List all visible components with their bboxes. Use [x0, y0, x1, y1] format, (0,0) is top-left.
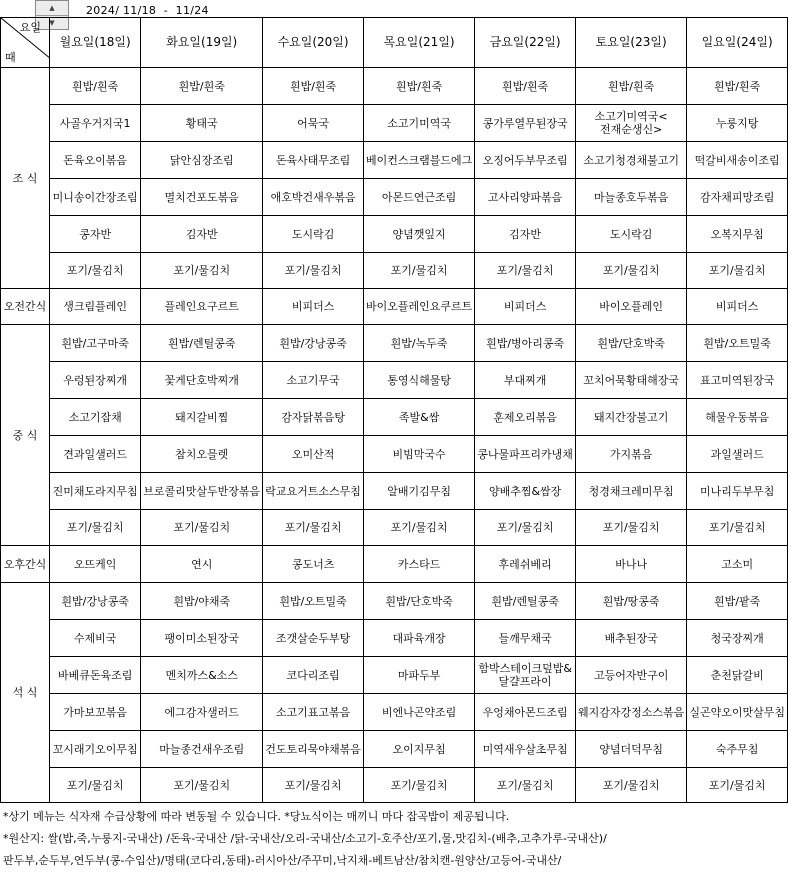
menu-cell: 우엉채아몬드조림 — [475, 694, 576, 731]
menu-cell: 실곤약오이맛살무침 — [687, 694, 788, 731]
menu-cell: 청경채크레미무침 — [576, 473, 687, 510]
menu-cell: 족발&쌈 — [363, 399, 474, 436]
spin-down-icon[interactable]: ▼ — [49, 19, 55, 27]
menu-row — [1, 694, 788, 731]
menu-cell: 흰밥/병아리콩죽 — [475, 325, 576, 362]
day-header: 수요일(20일) — [263, 18, 364, 68]
menu-cell: 김자반 — [141, 216, 263, 253]
menu-cell: 어묵국 — [263, 105, 364, 142]
menu-cell: 포기/물김치 — [141, 253, 263, 289]
menu-cell: 비피더스 — [475, 289, 576, 325]
menu-cell: 포기/물김치 — [363, 510, 474, 546]
menu-cell: 오징어두부무조림 — [475, 142, 576, 179]
menu-cell: 흰밥/흰죽 — [576, 68, 687, 105]
menu-cell: 포기/물김치 — [475, 253, 576, 289]
header-row — [1, 18, 788, 68]
menu-cell: 춘천닭갈비 — [687, 657, 788, 694]
menu-cell: 고사리양파볶음 — [475, 179, 576, 216]
weekday-corner-label: 요일 — [19, 21, 41, 34]
menu-cell: 돈육오이볶음 — [49, 142, 140, 179]
menu-cell: 돼지갈비찜 — [141, 399, 263, 436]
menu-cell: 포기/물김치 — [141, 510, 263, 546]
day-header: 토요일(23일) — [576, 18, 687, 68]
menu-row — [1, 731, 788, 768]
menu-row — [1, 510, 788, 546]
menu-row — [1, 768, 788, 803]
menu-row — [1, 105, 788, 142]
menu-cell: 소고기청경채불고기 — [576, 142, 687, 179]
menu-cell: 흰밥/렌틸콩죽 — [141, 325, 263, 362]
meal-corner-label: 때 — [5, 51, 16, 64]
menu-cell: 가마보꼬볶음 — [49, 694, 140, 731]
menu-cell: 락교요거트소스무침 — [263, 473, 364, 510]
menu-cell: 바베큐돈육조림 — [49, 657, 140, 694]
menu-cell: 감자채피망조림 — [687, 179, 788, 216]
menu-cell: 도시락김 — [263, 216, 364, 253]
menu-row — [1, 179, 788, 216]
menu-cell: 김자반 — [475, 216, 576, 253]
menu-cell: 함박스테이크덮밥&달걀프라이 — [475, 657, 576, 694]
menu-row — [1, 436, 788, 473]
menu-cell: 플레인요구르트 — [141, 289, 263, 325]
menu-cell: 도시락김 — [576, 216, 687, 253]
menu-row — [1, 546, 788, 583]
menu-cell: 흰밥/흰죽 — [141, 68, 263, 105]
menu-cell: 애호박건새우볶음 — [263, 179, 364, 216]
menu-cell: 흰밥/강낭콩죽 — [263, 325, 364, 362]
menu-cell: 카스타드 — [363, 546, 474, 583]
meal-label-afternoon-snack: 오후간식 — [1, 546, 50, 583]
menu-cell: 과일샐러드 — [687, 436, 788, 473]
menu-cell: 마파두부 — [363, 657, 474, 694]
menu-cell: 숙주무침 — [687, 731, 788, 768]
menu-row — [1, 289, 788, 325]
menu-cell: 포기/물김치 — [576, 253, 687, 289]
menu-cell: 우렁된장찌개 — [49, 362, 140, 399]
menu-cell: 흰밥/흰죽 — [363, 68, 474, 105]
menu-row — [1, 583, 788, 620]
menu-cell: 흰밥/고구마죽 — [49, 325, 140, 362]
menu-cell: 포기/물김치 — [263, 253, 364, 289]
menu-cell: 감자닭볶음탕 — [263, 399, 364, 436]
menu-cell: 흰밥/강낭콩죽 — [49, 583, 140, 620]
menu-cell: 흰밥/팥죽 — [687, 583, 788, 620]
menu-cell: 포기/물김치 — [576, 510, 687, 546]
menu-cell: 견과일샐러드 — [49, 436, 140, 473]
menu-cell: 흰밥/단호박죽 — [576, 325, 687, 362]
menu-cell: 건도토리묵야채볶음 — [263, 731, 364, 768]
menu-cell: 포기/물김치 — [687, 253, 788, 289]
menu-cell: 꼬시래기오이무침 — [49, 731, 140, 768]
menu-cell: 바나나 — [576, 546, 687, 583]
menu-cell: 포기/물김치 — [475, 510, 576, 546]
menu-cell: 황태국 — [141, 105, 263, 142]
menu-cell: 웨지감자강정소스볶음 — [576, 694, 687, 731]
menu-cell: 진미채도라지무침 — [49, 473, 140, 510]
menu-cell: 흰밥/야채죽 — [141, 583, 263, 620]
menu-cell: 떡갈비새송이조림 — [687, 142, 788, 179]
menu-cell: 콩도너츠 — [263, 546, 364, 583]
spin-up-icon[interactable]: ▲ — [36, 1, 68, 16]
menu-cell: 양념깻잎지 — [363, 216, 474, 253]
meal-label-morning-snack: 오전간식 — [1, 289, 50, 325]
menu-cell: 비엔나곤약조림 — [363, 694, 474, 731]
menu-cell: 바이오플레인요쿠르트 — [363, 289, 474, 325]
menu-cell: 멘치까스&소스 — [141, 657, 263, 694]
menu-cell: 팽이미소된장국 — [141, 620, 263, 657]
menu-cell: 양배추찜&쌈장 — [475, 473, 576, 510]
menu-cell: 청국장찌개 — [687, 620, 788, 657]
menu-cell: 누룽지탕 — [687, 105, 788, 142]
menu-cell: 에그감자샐러드 — [141, 694, 263, 731]
menu-cell: 소고기무국 — [263, 362, 364, 399]
menu-cell: 포기/물김치 — [141, 768, 263, 803]
menu-cell: 미나리두부무침 — [687, 473, 788, 510]
day-header: 화요일(19일) — [141, 18, 263, 68]
menu-cell: 콩자반 — [49, 216, 140, 253]
note-line: *원산지: 쌀(밥,죽,누룽지-국내산) /돈육-국내산 /닭-국내산/오리-국내산/소고기-호주산/포기,물,맛김치-(배추,고추가루-국내산)/ — [3, 832, 607, 845]
note-line: *상기 메뉴는 식자재 수급상황에 따라 변동될 수 있습니다. *당뇨식이는 매끼니 마다 잡곡밥이 제공됩니다. — [3, 810, 510, 823]
menu-cell: 오미산적 — [263, 436, 364, 473]
menu-cell: 흰밥/흰죽 — [475, 68, 576, 105]
menu-row — [1, 473, 788, 510]
menu-cell: 포기/물김치 — [49, 510, 140, 546]
menu-cell: 흰밥/오트밀죽 — [687, 325, 788, 362]
menu-cell: 콩가루열무된장국 — [475, 105, 576, 142]
menu-cell: 부대찌개 — [475, 362, 576, 399]
menu-row — [1, 620, 788, 657]
menu-cell: 콩나물파프리카냉채 — [475, 436, 576, 473]
menu-cell: 브로콜리맛살두반장볶음 — [141, 473, 263, 510]
menu-cell: 오이지무침 — [363, 731, 474, 768]
menu-row — [1, 142, 788, 179]
day-header: 월요일(18일) — [49, 18, 140, 68]
menu-cell: 마늘종호두볶음 — [576, 179, 687, 216]
meal-label-dinner: 석 식 — [1, 583, 50, 803]
menu-cell: 배추된장국 — [576, 620, 687, 657]
menu-cell: 통영식해물탕 — [363, 362, 474, 399]
menu-cell: 아몬드연근조림 — [363, 179, 474, 216]
day-header: 일요일(24일) — [687, 18, 788, 68]
menu-cell: 참치오믈렛 — [141, 436, 263, 473]
menu-cell: 소고기미역국 — [363, 105, 474, 142]
menu-cell: 포기/물김치 — [363, 768, 474, 803]
menu-cell: 꼬치어묵황태해장국 — [576, 362, 687, 399]
menu-cell: 흰밥/흰죽 — [263, 68, 364, 105]
menu-cell: 포기/물김치 — [687, 768, 788, 803]
corner-cell — [1, 18, 50, 68]
menu-cell: 소고기잡채 — [49, 399, 140, 436]
menu-row — [1, 325, 788, 362]
menu-cell: 오뜨케익 — [49, 546, 140, 583]
menu-cell: 표고미역된장국 — [687, 362, 788, 399]
menu-cell: 소고기표고볶음 — [263, 694, 364, 731]
menu-cell: 포기/물김치 — [263, 510, 364, 546]
menu-cell: 비피더스 — [263, 289, 364, 325]
menu-cell: 흰밥/단호박죽 — [363, 583, 474, 620]
menu-cell: 비피더스 — [687, 289, 788, 325]
menu-cell: 베이컨스크램블드에그 — [363, 142, 474, 179]
menu-cell: 비빔막국수 — [363, 436, 474, 473]
menu-row — [1, 68, 788, 105]
menu-cell: 후레쉬베리 — [475, 546, 576, 583]
menu-cell: 미역새우살초무침 — [475, 731, 576, 768]
menu-cell: 코다리조림 — [263, 657, 364, 694]
menu-row — [1, 253, 788, 289]
menu-cell: 멸치건포도볶음 — [141, 179, 263, 216]
menu-cell: 흰밥/흰죽 — [49, 68, 140, 105]
menu-cell: 포기/물김치 — [475, 768, 576, 803]
menu-cell: 연시 — [141, 546, 263, 583]
menu-cell: 흰밥/흰죽 — [687, 68, 788, 105]
menu-cell: 흰밥/땅콩죽 — [576, 583, 687, 620]
day-header: 금요일(22일) — [475, 18, 576, 68]
menu-cell: 양념더덕무침 — [576, 731, 687, 768]
menu-cell: 고소미 — [687, 546, 788, 583]
notes — [3, 806, 787, 872]
menu-cell: 포기/물김치 — [49, 253, 140, 289]
menu-row — [1, 399, 788, 436]
menu-row — [1, 657, 788, 694]
menu-cell: 해물우동볶음 — [687, 399, 788, 436]
day-header: 목요일(21일) — [363, 18, 474, 68]
meal-label-lunch: 중 식 — [1, 325, 50, 546]
menu-cell: 훈제오리볶음 — [475, 399, 576, 436]
menu-cell: 꽃게단호박찌개 — [141, 362, 263, 399]
menu-row — [1, 216, 788, 253]
menu-cell: 생크림플레인 — [49, 289, 140, 325]
menu-cell: 들깨무채국 — [475, 620, 576, 657]
menu-cell: 대파육개장 — [363, 620, 474, 657]
menu-cell: 흰밥/오트밀죽 — [263, 583, 364, 620]
menu-cell: 흰밥/녹두죽 — [363, 325, 474, 362]
menu-cell: 포기/물김치 — [49, 768, 140, 803]
menu-cell: 사골우거지국1 — [49, 105, 140, 142]
meal-label-breakfast: 조 식 — [1, 68, 50, 289]
menu-cell: 알배기김무침 — [363, 473, 474, 510]
menu-cell: 닭안심장조림 — [141, 142, 263, 179]
menu-cell: 포기/물김치 — [363, 253, 474, 289]
note-line: 판두부,순두부,연두부(콩-수입산)/명태(코다리,동태)-러시아산/주꾸미,낙지채-베트남산/참치캔-원양산/고등어-국내산/ — [3, 854, 562, 867]
menu-cell: 오복지무침 — [687, 216, 788, 253]
menu-cell: 소고기미역국<전재순생신> — [576, 105, 687, 142]
menu-cell: 고등어자반구이 — [576, 657, 687, 694]
date-range: 2024/ 11/18 - 11/24 — [86, 4, 209, 17]
menu-cell: 포기/물김치 — [576, 768, 687, 803]
menu-cell: 포기/물김치 — [263, 768, 364, 803]
menu-cell: 미니송이간장조림 — [49, 179, 140, 216]
menu-row — [1, 362, 788, 399]
weekly-menu-table — [0, 17, 788, 803]
menu-cell: 돼지간장불고기 — [576, 399, 687, 436]
menu-cell: 수제비국 — [49, 620, 140, 657]
menu-cell: 포기/물김치 — [687, 510, 788, 546]
menu-cell: 가지볶음 — [576, 436, 687, 473]
menu-cell: 흰밥/렌틸콩죽 — [475, 583, 576, 620]
menu-cell: 바이오플레인 — [576, 289, 687, 325]
menu-cell: 마늘종건새우조림 — [141, 731, 263, 768]
menu-cell: 돈육사태무조림 — [263, 142, 364, 179]
menu-cell: 조갯살순두부탕 — [263, 620, 364, 657]
